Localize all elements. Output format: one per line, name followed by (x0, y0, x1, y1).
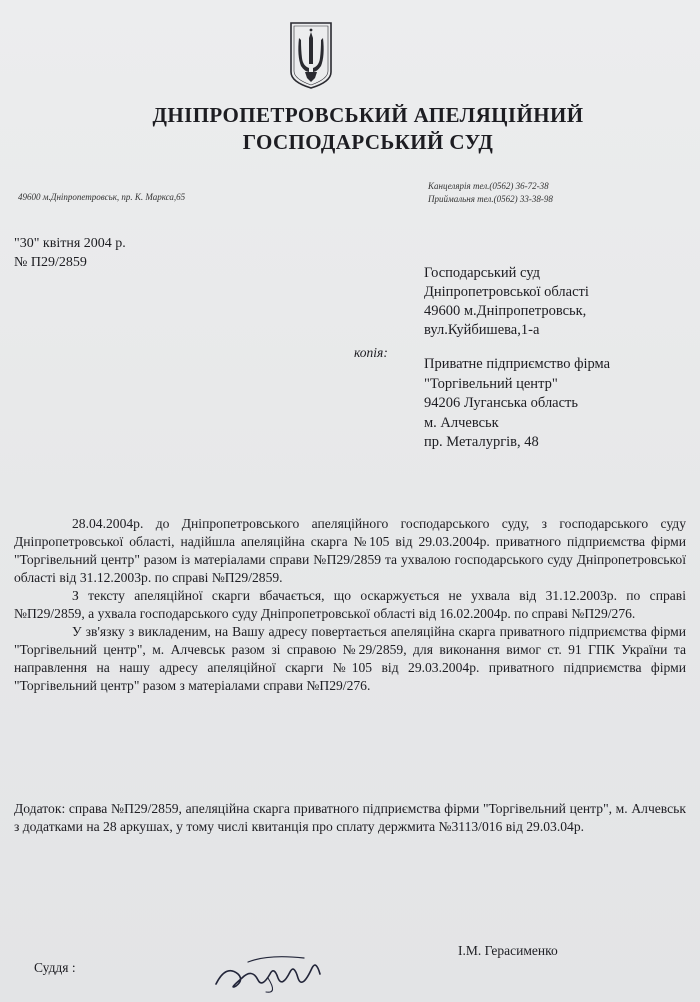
copy-line: 94206 Луганська область (424, 395, 578, 411)
body-paragraph: 28.04.2004р. до Дніпропетровського апеляційного господарського суду, з господарського суду Дніпропетровської області, надійшла апеляційна скарга №105 від 29.03.2004р. приватного підприємства фірми "Торгівельний центр" разом із матеріалами справи №П29/2859 та ухвалою господарського суду Дніпропетровської області від 31.12.2003р. по справі №П29/2859. (14, 516, 686, 585)
attachment-note (14, 800, 686, 836)
handwritten-signature (208, 944, 338, 996)
letter-body (14, 515, 686, 695)
trident-emblem-icon (287, 20, 335, 90)
copy-line: пр. Металургів, 48 (424, 434, 539, 450)
letter-date: "30" квітня 2004 р. (14, 236, 126, 251)
copy-recipient-block (424, 355, 610, 453)
attachment-text: Додаток: справа №П29/2859, апеляційна скарга приватного підприємства фірми "Торгівельний центр", м. Алчевськ з додатками на 28 аркушах, у тому числі квитанція про сплату держмита №3113/016 від 29.03.04р. (14, 801, 686, 834)
copy-line: "Торгівельний центр" (424, 375, 558, 392)
copy-line: Приватне підприємство фірма (424, 356, 611, 372)
signature-label: Суддя : (34, 960, 76, 975)
recipient-block (424, 264, 589, 340)
recipient-line: Господарський суд (424, 265, 541, 281)
recipient-line: Дніпропетровської області (424, 284, 589, 300)
body-paragraph: У зв'язку з викладеним, на Вашу адресу повертається апеляційна скарга приватного підприємства фірми "Торгівельний центр", м. Алчевськ разом зі справою №29/2859, для виконання вимог ст. 91 ГПК України та направлення на нашу адресу апеляційної скарги №105 від 29.03.2004р. приватного підприємства фірми "Торгівельний центр" разом з матеріалами справи №П29/276. (14, 624, 686, 693)
copy-label: копія: (354, 345, 388, 360)
office-phone: Канцелярія тел.(0562) 36-72-38 (428, 181, 549, 191)
judge-name: І.М. Герасименко (458, 943, 558, 958)
court-title (0, 102, 700, 156)
copy-line: м. Алчевськ (424, 414, 499, 431)
court-title-line2: ГОСПОДАРСЬКИЙ СУД (242, 130, 494, 154)
court-address: 49600 м.Дніпропетровськ, пр. К. Маркса,65 (18, 192, 186, 202)
recipient-line: вул.Куйбишева,1-а (424, 322, 540, 338)
letter-number: № П29/2859 (14, 255, 87, 270)
recipient-line: 49600 м.Дніпропетровськ, (424, 303, 587, 319)
court-title-line1: ДНІПРОПЕТРОВСЬКИЙ АПЕЛЯЦІЙНИЙ (152, 103, 584, 127)
reception-phone: Приймальня тел.(0562) 33-38-98 (428, 194, 553, 204)
body-paragraph: З тексту апеляційної скарги вбачається, що оскаржується не ухвала від 31.12.2003р. по справі №П29/2859, а ухвала господарського суду Дніпропетровської області від 16.02.2004р. по справі №П29/276. (14, 588, 686, 621)
